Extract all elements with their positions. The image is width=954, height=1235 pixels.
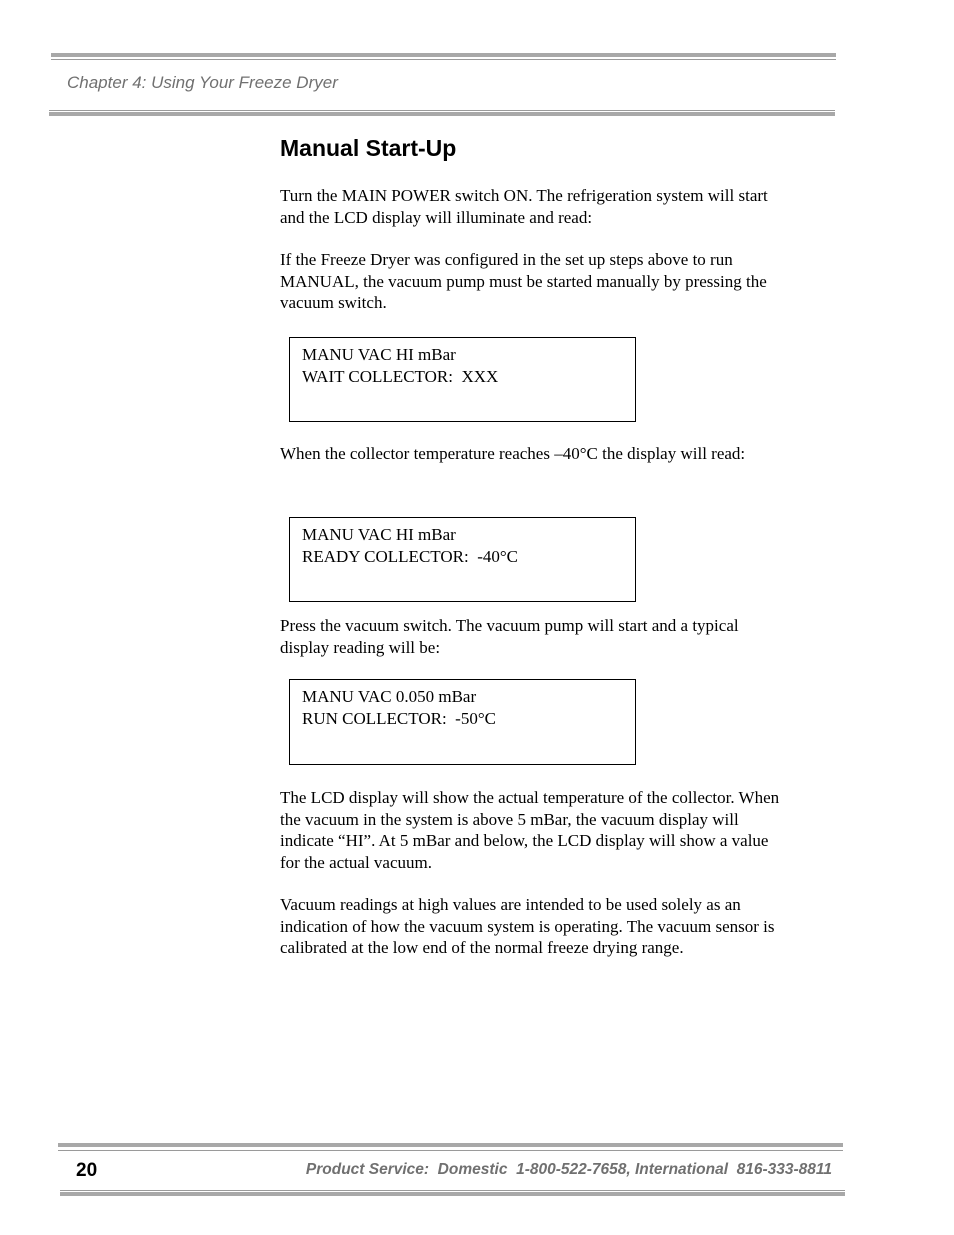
paragraph-power-on: Turn the MAIN POWER switch ON. The refrigeration system will start and the LCD display will illuminate and read: (280, 186, 768, 227)
lcd-display-ready (289, 517, 636, 602)
footer-bottom-rule-thin (60, 1190, 845, 1191)
lcd-line-1: MANU VAC HI mBar (302, 345, 456, 364)
lcd-display-run (289, 679, 636, 765)
paragraph-lcd-behavior: The LCD display will show the actual temperature of the collector. When the vacuum in the system is above 5 mBar, the vacuum display will indicate “HI”. At 5 mBar and below, the LCD display will show a value for the actual vacuum. (280, 788, 780, 872)
footer-top-rule-thin (58, 1150, 843, 1151)
paragraph-vacuum-switch: Press the vacuum switch. The vacuum pump will start and a typical display reading will be: (280, 616, 739, 657)
header-top-rule-thin (51, 59, 836, 60)
lcd-line-1: MANU VAC HI mBar (302, 525, 456, 544)
page-number: 20 (76, 1160, 98, 1181)
paragraph-manual-config: If the Freeze Dryer was configured in the set up steps above to run MANUAL, the vacuum pump must be started manually by pressing the vacuum switch. (280, 250, 767, 312)
lcd-line-2: RUN COLLECTOR: -50°C (302, 709, 496, 728)
lcd-line-1: MANU VAC 0.050 mBar (302, 687, 477, 706)
header-top-rule (51, 53, 836, 57)
header-bottom-rule-thin (49, 110, 835, 111)
paragraph-vacuum-readings: Vacuum readings at high values are intended to be used solely as an indication of how the vacuum system is operating. The vacuum sensor is calibrated at the low end of the normal freeze drying range. (280, 895, 775, 957)
chapter-header: Chapter 4: Using Your Freeze Dryer (67, 73, 338, 92)
header-bottom-rule (49, 112, 835, 116)
section-title: Manual Start-Up (280, 135, 457, 161)
lcd-line-2: WAIT COLLECTOR: XXX (302, 367, 499, 386)
lcd-line-2: READY COLLECTOR: -40°C (302, 547, 518, 566)
paragraph-collector-temp: When the collector temperature reaches –40°C the display will read: (280, 444, 746, 463)
footer-bottom-rule (60, 1192, 845, 1196)
footer-top-rule (58, 1143, 843, 1147)
product-service-contact: Product Service: Domestic 1-800-522-7658, International 816-333-8811 (305, 1161, 832, 1178)
lcd-display-wait (289, 337, 636, 422)
